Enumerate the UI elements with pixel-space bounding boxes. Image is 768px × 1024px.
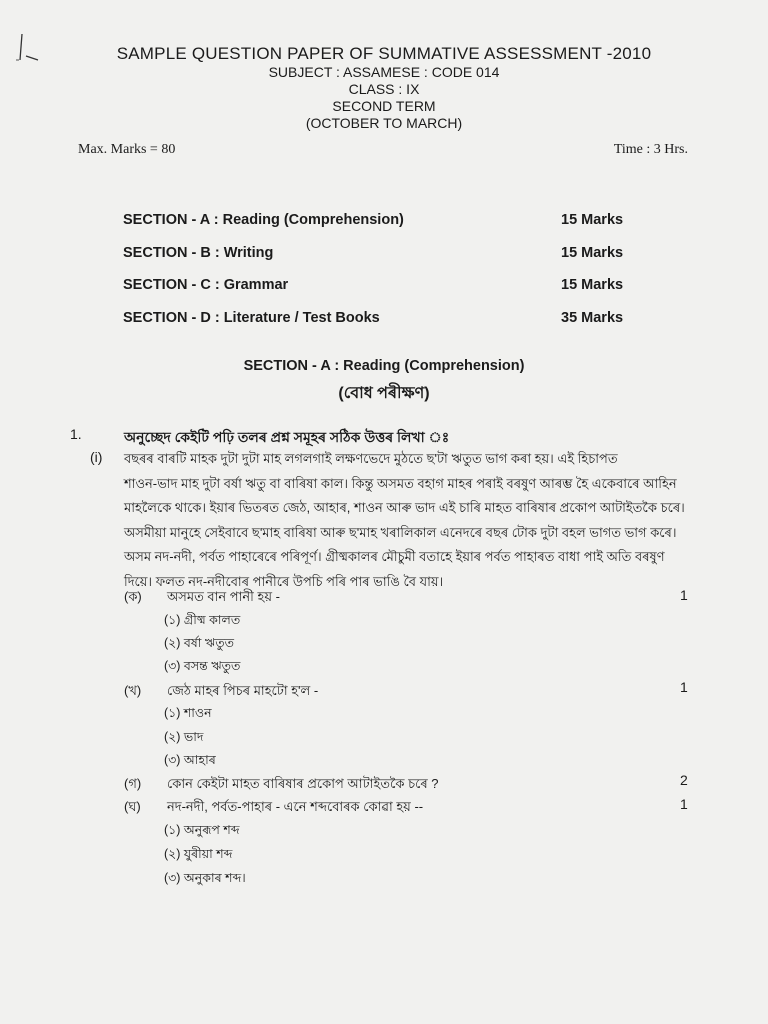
passage-line: মাহলৈকে থাকে। ইয়াৰ ভিতৰত জেঠ, আহাৰ, শাওন আৰু ভাদ এই চাৰি মাহত বাৰিষাৰ প্ৰকোপ আটাইতকৈ চৰে। — [124, 500, 685, 515]
section-a-title-assamese: (বোধ পৰীক্ষণ) — [338, 385, 430, 402]
subject-line: SUBJECT : ASSAMESE : CODE 014 — [268, 64, 500, 80]
section-label: SECTION - B : Writing — [123, 244, 274, 261]
section-a-title: SECTION - A : Reading (Comprehension) — [243, 358, 525, 374]
section-marks: 15 Marks — [561, 244, 624, 261]
question-instruction: অনুচ্ছেদ কেইটি পঢ়ি তলৰ প্ৰশ্ন সমূহৰ সঠিক উত্তৰ লিখা ঃ — [124, 429, 450, 445]
time-allowed: Time : 3 Hrs. — [613, 142, 688, 157]
option: (২) বৰ্ষা ঋতুত — [164, 636, 234, 650]
option: (১) শাওন — [164, 706, 212, 720]
section-label: SECTION - C : Grammar — [123, 277, 289, 293]
subquestion-marks: 1 — [680, 587, 688, 603]
subquestion-text: নদ-নদী, পৰ্বত-পাহাৰ - এনে শব্দবোৰক কোৱা হয় -- — [167, 799, 424, 814]
option: (২) ভাদ — [164, 730, 204, 744]
option: (৩) অনুকাৰ শব্দ। — [164, 871, 246, 885]
passage-line: দিয়ে। ফলত নদ-নদীবোৰ পানীৰে উপচি পৰি পাৰ ভাঙি বৈ যায়। — [124, 573, 444, 589]
subquestion-label: (ক) — [124, 589, 142, 604]
passage-line: অসমীয়া মানুহে সেইবাবে ছ'মাহ বাৰিষা আৰু ছ'মাহ খৰালিকাল এনেদৰে বছৰ টোক দুটা বহল ভাগত ভাগ কৰে। — [124, 524, 677, 540]
subquestion-label: (খ) — [124, 683, 142, 698]
paper-header — [0, 44, 768, 132]
section-row — [123, 212, 628, 245]
option: (২) যুৰীয়া শব্দ — [164, 847, 233, 861]
question-number: 1. — [70, 426, 82, 442]
class-line: CLASS : IX — [348, 81, 420, 97]
subquestion-marks: 2 — [680, 772, 688, 788]
section-row — [123, 277, 628, 310]
subquestion-label: (ঘ) — [124, 799, 141, 814]
term-line: SECOND TERM — [332, 98, 436, 114]
section-a-heading — [0, 358, 768, 407]
option: (৩) আহাৰ — [164, 753, 216, 767]
section-marks: 15 Marks — [561, 212, 624, 228]
subquestion-marks: 1 — [680, 796, 688, 812]
subquestion-marks: 1 — [680, 679, 688, 695]
section-label: SECTION - D : Literature / Test Books — [123, 309, 380, 326]
paper-title: SAMPLE QUESTION PAPER OF SUMMATIVE ASSESSMENT -2010 — [116, 44, 652, 63]
subquestion-text: অসমত বান পানী হয় - — [167, 589, 280, 604]
subquestion-label: (গ) — [124, 776, 142, 791]
option: (১) গ্ৰীষ্ম কালত — [164, 613, 241, 627]
passage-line: বছৰৰ বাৰটি মাহক দুটা দুটা মাহ লগলগাই লক্ষণভেদে মুঠতে ছ'টা ঋতুত ভাগ কৰা হয়। এই হিচাপত — [124, 451, 618, 466]
passage-number: (i) — [90, 449, 103, 465]
section-row — [123, 245, 628, 278]
section-row — [123, 310, 628, 343]
marks-time-row — [78, 142, 688, 158]
section-list — [123, 212, 628, 342]
section-marks: 35 Marks — [561, 309, 624, 326]
section-label: SECTION - A : Reading (Comprehension) — [123, 212, 404, 228]
passage — [124, 447, 694, 594]
option: (৩) বসন্ত ঋতুত — [164, 659, 241, 673]
subquestion-text: কোন কেইটা মাহত বাৰিষাৰ প্ৰকোপ আটাইতকৈ চৰে ? — [167, 776, 439, 791]
passage-line: অসম নদ-নদী, পৰ্বত পাহাৰেৰে পৰিপূৰ্ণ। গ্ৰীষ্মকালৰ মৌচুমী বতাহে ইয়াৰ পৰ্বত পাহাৰত বাধা পাই অতি বৰষুণ — [124, 549, 665, 564]
option: (১) অনুৰূপ শব্দ — [164, 823, 240, 837]
passage-line: শাওন-ভাদ মাহ দুটা বৰ্ষা ঋতু বা বাৰিষা কাল। কিন্তু অসমত বহাগ মাহৰ পৰাই বৰষুণ আৰম্ভ হৈ একেবাৰে আহিন — [124, 475, 677, 491]
max-marks: Max. Marks = 80 — [78, 142, 176, 157]
section-marks: 15 Marks — [561, 277, 624, 293]
period-line: (OCTOBER TO MARCH) — [305, 115, 463, 131]
subquestion-text: জেঠ মাহৰ পিচৰ মাহটো হ'ল - — [167, 683, 319, 698]
